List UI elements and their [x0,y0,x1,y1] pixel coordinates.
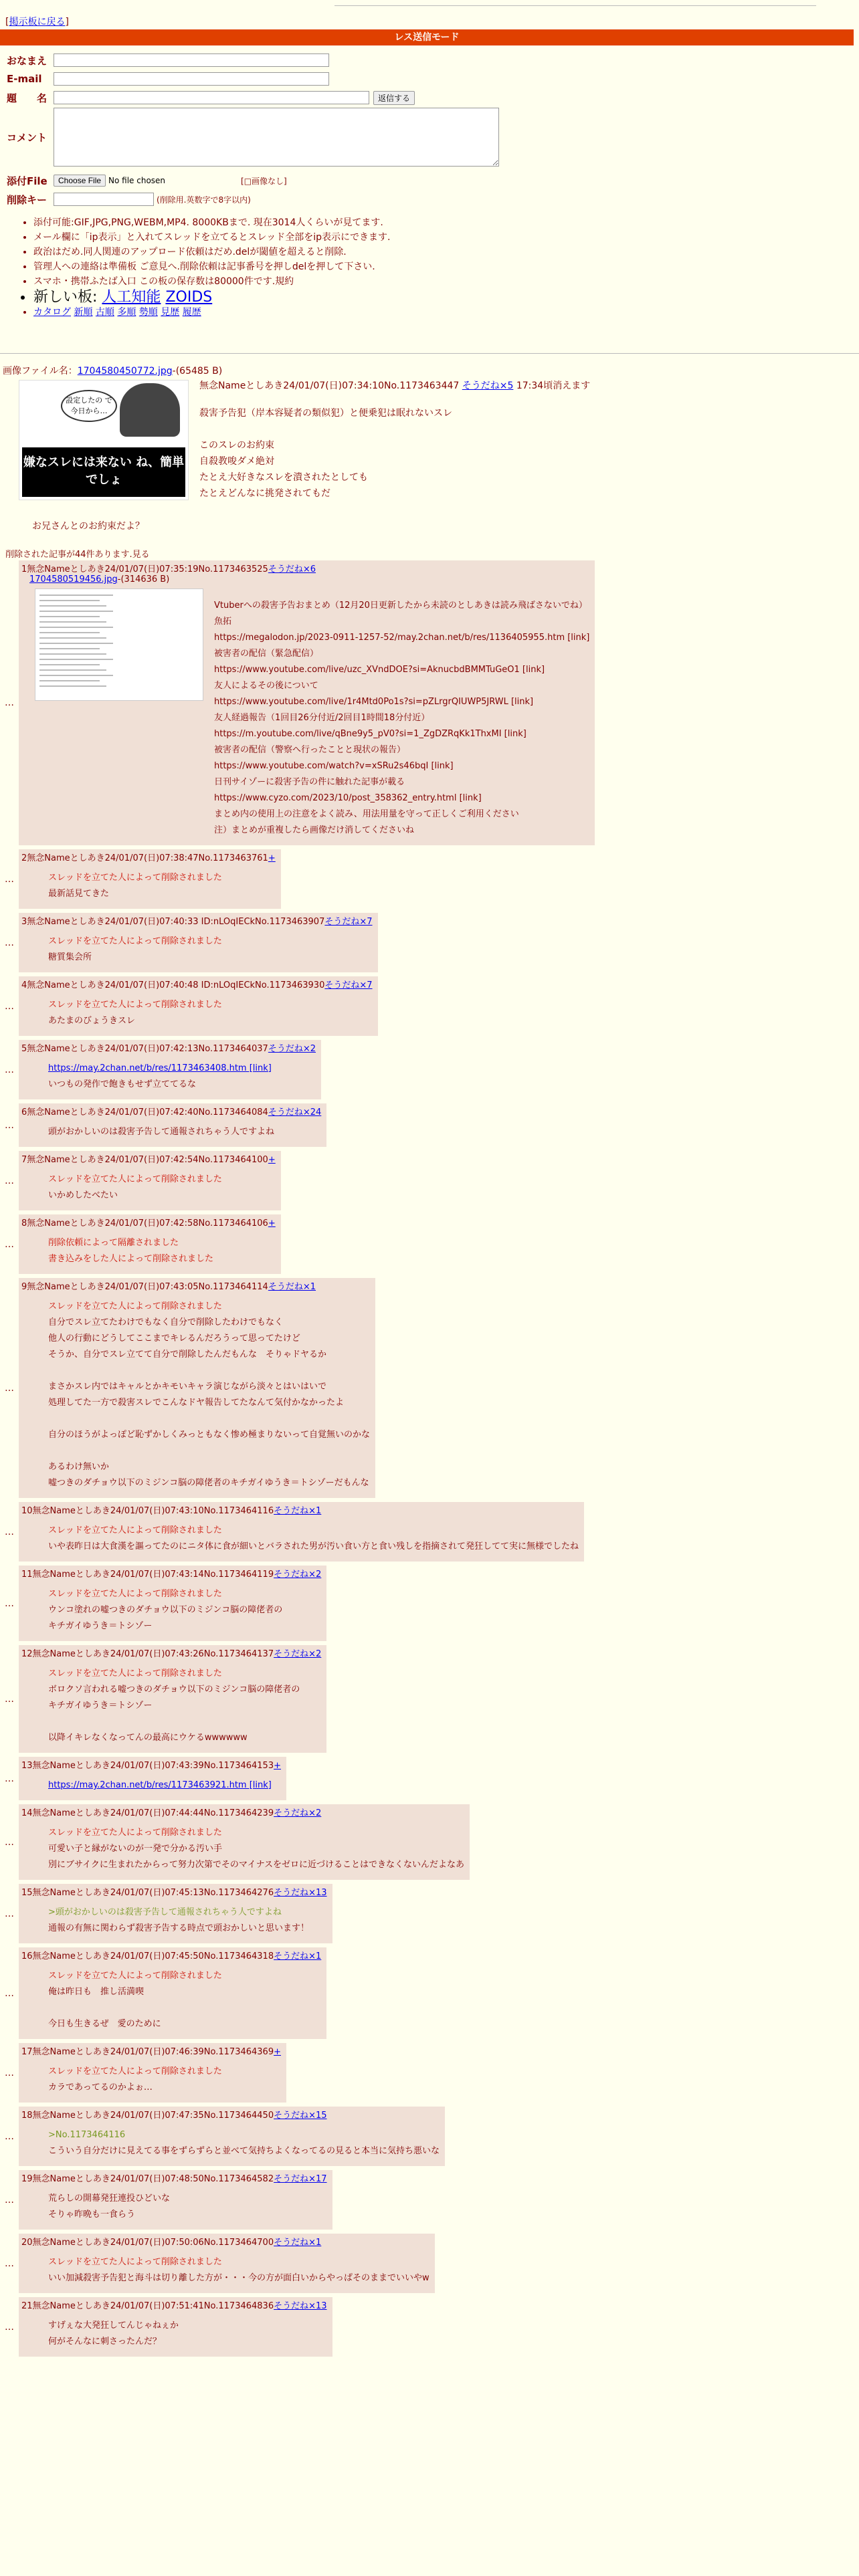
sodane-link[interactable]: そうだね×1 [274,1951,322,1961]
delete-key-input[interactable] [54,193,154,206]
history-link[interactable]: 履歴 [182,307,201,318]
reply-row [0,913,859,972]
reply-header-text: 3無念Nameとしあき24/01/07(日)07:40:33 ID:nLOqIECkNo.1173463907 [21,917,325,927]
reply-body [48,1124,321,1140]
reply-body [48,2127,440,2159]
sodane-link[interactable]: そうだね×6 [268,564,316,574]
sort-new-link[interactable]: 新順 [74,307,93,318]
reply-cell [19,2234,435,2293]
choose-file-button[interactable]: Choose File [54,175,106,187]
catalog-links [33,305,390,320]
reply-line: ボロクソ言われる嘘つきのダチョウ以下のミジンコ脳の障佬者の [48,1685,300,1695]
reply-header [21,1949,321,1961]
reply-header [21,978,373,990]
name-input[interactable] [54,53,329,67]
reply-line: https://www.youtube.com/watch?v=xSRu2s46bqI [link] [214,761,454,771]
op-header-text: 無念Nameとしあき24/01/07(日)07:34:10No.1173463447 [199,381,460,391]
deleted-notice: スレッドを立てた人によって削除されました [48,936,222,946]
reply-line: 友人経過報告（1回目26分付近/2回目1時間18分付近） [214,713,430,723]
reply-line: https://m.youtube.com/live/qBne9y5_pV0?si=1_ZgDZRqKk1ThxMI [link] [214,729,527,739]
op-header [199,379,590,392]
new-board-link-ai[interactable]: 人工知能 [102,289,161,306]
reply-line: https://megalodon.jp/2023-0911-1257-52/may.2chan.net/b/res/1136405955.htm [link] [214,633,590,643]
sodane-link[interactable]: そうだね×2 [274,1808,322,1818]
reply-body [48,1825,464,1873]
reply-row [0,1645,859,1753]
reply-line: https://www.youtube.com/live/uzc_XVndDOE?si=AknucbdBMMTuGeO1 [link] [214,665,545,675]
thumbnail-text-line [39,611,113,612]
reply-cell [19,1278,375,1498]
op-file-prefix: 画像ファイル名： [3,366,78,377]
reply-line: 別にブサイクに生まれたからって努力次第でそのマイナスをゼロに近づけることはできなくないんだよなあ [48,1860,465,1870]
reply-dots[interactable]: … [5,1773,14,1784]
reply-line: 自分でスレ立てたわけでもなく自分で削除したわけでもなく [48,1317,284,1327]
thumbnail-text-line [39,669,106,671]
reply-header-text: 14無念Nameとしあき24/01/07(日)07:44:44No.1173464239 [21,1808,274,1818]
reply-file-info [29,574,589,584]
op-file-size: -(65485 B) [172,366,223,377]
reply-thumbnail[interactable] [35,588,203,701]
sodane-link[interactable]: そうだね×7 [324,980,373,990]
op-file-info [3,364,222,377]
sodane-link[interactable]: そうだね×2 [268,1044,316,1054]
reply-line: 魚拓 [214,617,232,627]
thumbnail-person [120,383,180,437]
reply-dots[interactable]: … [5,1836,14,1848]
reply-line: いや表昨日は大食漢を謳ってたのにニタ体に食が細いとバラされた男が汚い食い方と食い残しを指摘されて発狂してて実に無様でしたね [48,1541,579,1551]
note-item: • 添付可能:GIF,JPG,PNG,WEBM,MP4. 8000KBまで. 現在3014人くらいが見てます. [33,215,390,230]
reply-dots[interactable]: … [5,873,14,885]
comment-label: コメント [7,131,47,144]
reply-line: キチガイゆうき＝トシゾー [48,1621,153,1631]
sodane-link[interactable]: そうだね×2 [274,1570,322,1580]
op-thumbnail[interactable] [19,380,189,500]
reply-row [0,2170,859,2230]
reply-row [0,2297,859,2357]
reply-body [48,1586,321,1634]
thumbnail-speech-bubble: 設定したの で 今日から… [61,390,117,422]
reply-header-text: 21無念Nameとしあき24/01/07(日)07:51:41No.1173464836 [21,2301,274,2311]
reply-header [21,1041,316,1054]
sodane-link[interactable]: + [274,2047,282,2057]
reply-row [0,1278,859,1498]
reply-body [48,2064,281,2096]
reply-line [48,2000,321,2016]
reply-body [48,997,373,1029]
reply-line: キチガイゆうき＝トシゾー [48,1701,153,1711]
no-image-checkbox[interactable]: [□画像なし] [241,176,287,186]
reply-form [7,51,499,209]
reply-cell [19,1502,584,1562]
note-item: • メール欄に「ip表示」と入れてスレッドを立てるとスレッド全部をip表示にできます. [33,230,390,245]
reply-cell [19,849,281,909]
reply-header [21,1567,321,1580]
thumbnail-text-line [39,605,106,607]
reply-link[interactable]: https://may.2chan.net/b/res/1173463408.htm [link] [48,1063,272,1073]
reply-header [21,1646,321,1659]
reply-row [0,1804,859,1880]
reply-line: 可愛い子と縁がないのが一発で分かる汚い手 [48,1844,223,1854]
reply-row [0,976,859,1036]
new-board-prefix: 新しい板: [33,289,98,306]
reply-line: 処理してた一方で殺害スレでこんなドヤ報告してたなんて気付かなかったよ [48,1398,345,1408]
thumbnail-caption: 嫌なスレには来ない ね、簡単でしょ [22,447,185,497]
thumbnail-text-line [39,627,113,628]
reply-header-text: 12無念Nameとしあき24/01/07(日)07:43:26No.1173464137 [21,1649,274,1659]
sodane-link[interactable]: そうだね×13 [274,2301,327,2311]
reply-body [48,1778,281,1794]
reply-body [48,2254,430,2286]
thumbnail-text-line [39,632,100,633]
note-item: • 管理人への連絡は準備板 ご意見へ.削除依頼は記事番号を押しdelを押して下さい. [33,259,390,274]
reply-dots[interactable]: … [5,1239,14,1250]
sodane-link[interactable]: そうだね×1 [274,1506,322,1516]
reply-line: ウンコ塗れの嘘つきのダチョウ以下のミジンコ脳の障佬者の [48,1605,283,1615]
note-item: • 政治はだめ.同人関連のアップロード依頼はだめ.delが閾値を超えると削除. [33,245,390,259]
reply-header [21,914,373,927]
reply-cell [19,1103,326,1147]
thumbnail-text-line [39,680,100,681]
thumbnail-text-line [39,616,100,617]
reply-line: https://www.cyzo.com/2023/10/post_358362_entry.html [link] [214,793,482,803]
reply-line: 注）まとめが重複したら画像だけ消してくださいね [214,825,415,835]
reply-dots[interactable]: … [5,2321,14,2333]
board-notes [20,215,390,320]
reply-dots[interactable]: … [5,1000,14,1012]
reply-line: 日刊サイゾーに殺害予告の件に触れた記事が載る [214,777,405,787]
deleted-notice: スレッドを立てた人によって削除されました [48,1301,222,1311]
reply-cell [19,1214,281,1274]
reply-header-text: 2無念Nameとしあき24/01/07(日)07:38:47No.1173463761 [21,853,268,863]
quote-line: >No.1173464116 [48,2130,126,2140]
reply-header [21,2298,327,2311]
reply-line: https://www.youtube.com/live/1r4Mtd0Po1s?si=pZLrgrQIUWP5JRWL [link] [214,697,534,707]
reply-header [21,851,276,863]
sodane-link[interactable]: + [268,1218,276,1228]
reply-file-link[interactable]: 1704580519456.jpg [29,574,118,584]
delete-key-label: 削除キー [7,193,47,206]
reply-line: そうか、自分でスレ立てて自分で削除したんだもんな そりゃドヤるか [48,1350,327,1360]
op-footer: お兄さんとのお約束だよ？ [32,521,145,532]
new-board-line [33,290,390,305]
back-to-board-link[interactable]: 掲示板に戻る [9,17,66,27]
deleted-notice: スレッドを立てた人によって削除されました [48,1525,222,1535]
reply-cell [19,976,378,1036]
reply-header-text: 13無念Nameとしあき24/01/07(日)07:43:39No.1173464153 [21,1761,274,1771]
reply-cell [19,1151,281,1210]
reply-cell [19,1566,326,1641]
op-file-link[interactable]: 1704580450772.jpg [77,366,173,377]
reply-row [0,1566,859,1641]
reply-line: 今日も生きるぜ 愛のために [48,2019,161,2029]
reply-cell [19,2043,286,2103]
op-sodane-link[interactable]: そうだね×5 [462,381,514,391]
reply-body [48,1666,321,1746]
reply-row [0,1151,859,1210]
reply-body [48,1299,370,1491]
reply-body [48,2191,327,2223]
sodane-link[interactable]: そうだね×2 [274,1649,322,1659]
reply-line: あたまのびょうきスレ [48,1016,136,1026]
reply-row [0,849,859,909]
file-label: 添付File [7,175,47,187]
reply-header-text: 6無念Nameとしあき24/01/07(日)07:42:40No.1173464084 [21,1107,268,1117]
reply-cell [19,2297,332,2357]
reply-row [0,1502,859,1562]
top-divider [335,5,816,6]
reply-line: 頭がおかしいのは殺害予告して通報されちゃう人ですよね [48,1127,275,1137]
thumbnail-text-line [39,595,113,596]
reply-row [0,1103,859,1147]
deleted-note[interactable]: 削除された記事が44件あります.見る [5,550,150,560]
reply-header-text: 7無念Nameとしあき24/01/07(日)07:42:54No.1173464100 [21,1155,268,1165]
deleted-notice: スレッドを立てた人によって削除されました [48,1971,222,1981]
reply-line: まさかスレ内ではキャルとかキモいキャラ演じながら淡々とはいはいで [48,1382,327,1392]
reply-header-text: 5無念Nameとしあき24/01/07(日)07:42:13No.1173464037 [21,1044,268,1054]
reply-line: 何がそんなに刺さったんだ？ [48,2337,162,2347]
thumbnail-text-line [39,653,106,655]
reply-link[interactable]: https://may.2chan.net/b/res/1173463921.htm [link] [48,1780,272,1790]
op-expire: 17:34頃消えます [516,381,591,391]
top-nav: [掲示板に戻る] [5,17,69,27]
reply-cell [19,1947,326,2039]
email-label: E-mail [7,73,42,85]
reply-dots[interactable]: … [5,1598,14,1609]
reply-cell [19,1645,326,1753]
reply-line: 以降イキレなくなってんの最高にウケるwwwwww [48,1733,248,1743]
reply-header [21,2171,327,2184]
reply-line: 最新話見てきた [48,889,110,899]
sodane-link[interactable]: そうだね×13 [274,1888,327,1898]
reply-row [0,1757,859,1800]
reply-line: そりゃ昨晩も一食らう [48,2210,136,2220]
delete-key-note: (削除用.英数字で8字以内) [157,195,251,205]
reply-dots[interactable]: … [5,1064,14,1075]
reply-row [0,1040,859,1099]
thumbnail-text-line [39,643,113,644]
sodane-link[interactable]: + [274,1761,282,1771]
reply-line: 被害者の配信（緊急配信） [214,649,319,659]
deleted-notice: 書き込みをした人によって削除されました [48,1254,214,1264]
thumbnail-text-line [39,675,113,676]
subject-label: 題 名 [7,92,47,104]
sort-momentum-link[interactable]: 勢順 [138,307,158,318]
reply-line [48,1443,370,1459]
reply-header [21,1216,276,1228]
reply-dots[interactable]: … [5,1988,14,1999]
sodane-link[interactable]: そうだね×1 [268,1282,316,1292]
reply-line: 他人の行動にどうしてここまでキレるんだろうって思ってたけど [48,1333,300,1344]
reply-cell [19,913,378,972]
reply-header-text: 4無念Nameとしあき24/01/07(日)07:40:48 ID:nLOqIECkNo.1173463930 [21,980,325,990]
reply-line: 嘘つきのダチョウ以下のミジンコ脳の障佬者のキチガイゆうき＝トシゾーだもんな [48,1478,369,1488]
reply-header-text: 19無念Nameとしあき24/01/07(日)07:48:50No.1173464582 [21,2174,274,2184]
deleted-notice: スレッドを立てた人によって削除されました [48,1828,222,1838]
reply-body [48,1235,276,1267]
reply-body [214,598,589,839]
reply-line: 通報の有無に関わらず殺害予告する時点で頭おかしいと思います！ [48,1923,310,1933]
reply-row [0,2043,859,2103]
reply-body [48,934,373,966]
comment-textarea[interactable] [54,108,499,167]
reply-cell [19,1040,321,1099]
reply-header [21,1279,370,1292]
sodane-link[interactable]: そうだね×7 [324,917,373,927]
reply-header-text: 17無念Nameとしあき24/01/07(日)07:46:39No.1173464369 [21,2047,274,2057]
reply-line: いかめしたべたい [48,1190,118,1200]
viewed-history-link[interactable]: 見歴 [161,307,180,318]
reply-body [48,1905,327,1937]
reply-dots[interactable]: … [5,1526,14,1537]
reply-dots[interactable]: … [5,2067,14,2078]
sodane-link[interactable]: そうだね×15 [274,2111,327,2121]
thumbnail-text-line [39,685,106,687]
quote-line: >頭がおかしいのは殺害予告して通報されちゃう人ですよね [48,1907,282,1917]
reply-header-text: 18無念Nameとしあき24/01/07(日)07:47:35No.1173464450 [21,2111,274,2121]
reply-body [48,1523,579,1555]
reply-dots[interactable]: … [5,697,14,708]
reply-cell [19,1804,470,1880]
reply-dots[interactable]: … [5,1693,14,1705]
email-input[interactable] [54,72,329,86]
reply-line [48,1714,321,1730]
reply-dots[interactable]: … [5,2258,14,2269]
reply-header [21,1152,276,1165]
reply-header [21,2235,430,2248]
reply-header-text: 9無念Nameとしあき24/01/07(日)07:43:05No.1173464114 [21,1282,268,1292]
deleted-notice: スレッドを立てた人によって削除されました [48,1669,222,1679]
deleted-notice: 削除依頼によって隔離されました [48,1238,179,1248]
reply-with-image [21,586,589,839]
reply-header [21,1885,327,1898]
reply-dots[interactable]: … [5,937,14,948]
reply-dots[interactable]: … [5,2131,14,2142]
reply-cell [19,2107,445,2166]
reply-line [48,1411,370,1427]
reply-header-text: 10無念Nameとしあき24/01/07(日)07:43:10No.1173464116 [21,1506,274,1516]
reply-line: いつもの発作で飽きもせず立ててるな [48,1079,197,1089]
reply-header [21,1503,579,1516]
note-item: • スマホ・携帯ふたば入口 この板の保存数は80000件です.規約 [33,274,390,289]
reply-header-text: 16無念Nameとしあき24/01/07(日)07:45:50No.1173464318 [21,1951,274,1961]
thumbnail-text-line [39,621,106,623]
sodane-link[interactable]: そうだね×24 [268,1107,322,1117]
reply-row [0,2234,859,2293]
reply-header-text: 20無念Nameとしあき24/01/07(日)07:50:06No.1173464700 [21,2238,274,2248]
deleted-notice: スレッドを立てた人によって削除されました [48,1589,222,1599]
op-body: 殺害予告犯（岸本容疑者の類似犯）と便乗犯は眠れないスレ このスレのお約束 自殺教唆ダメ絶対 たとえ大好きなスレを潰されたとしても たとえどんなに挑発されてもだ [199,408,452,499]
reply-dots[interactable]: … [5,1382,14,1394]
reply-header-text: 1無念Nameとしあき24/01/07(日)07:35:19No.1173463525 [21,564,268,574]
reply-row [0,2107,859,2166]
thumbnail-text-line [39,659,113,660]
sort-many-link[interactable]: 多順 [117,307,136,318]
sodane-link[interactable]: そうだね×1 [274,2238,322,2248]
reply-header [21,1105,321,1117]
deleted-notice: スレッドを立てた人によって削除されました [48,2066,222,2076]
reply-line: 友人によるその後について [214,681,318,691]
catalog-link[interactable]: カタログ [33,307,71,318]
reply-cell [19,560,595,845]
reply-header [21,562,589,574]
reply-line: 自分のほうがよっぽど恥ずかしくみっともなく惨め極まりないって自覚無いのかな [48,1430,371,1440]
reply-header-text: 11無念Nameとしあき24/01/07(日)07:43:14No.1173464119 [21,1570,274,1580]
reply-line: 糖質集会所 [48,952,92,962]
reply-line: こういう自分だけに見えてる事をずらずらと並べて気持ちよくなってるの見ると本当に気持ち悪いな [48,2146,440,2156]
reply-header [21,2044,281,2057]
reply-header [21,2108,440,2121]
reply-dots[interactable]: … [5,1908,14,1919]
reply-body [48,1968,321,2032]
reply-header-text: 8無念Nameとしあき24/01/07(日)07:42:58No.1173464106 [21,1218,268,1228]
reply-row [0,1947,859,2039]
reply-row [0,1884,859,1943]
reply-file-size: -(314636 B) [117,574,170,584]
thread-divider [0,353,859,354]
reply-cell [19,2170,332,2230]
reply-dots[interactable]: … [5,2194,14,2206]
reply-cell [19,1884,332,1943]
reply-row [0,560,859,845]
reply-row [0,1214,859,1274]
reply-line: 荒らしの開幕発狂連投ひどいな [48,2193,171,2204]
sodane-link[interactable]: + [268,1155,276,1165]
sort-old-link[interactable]: 古順 [95,307,114,318]
reply-cell [19,1757,286,1800]
sodane-link[interactable]: + [268,853,276,863]
reply-header [21,1758,281,1771]
thumbnail-text-line [39,664,100,665]
sodane-link[interactable]: そうだね×17 [274,2174,327,2184]
reply-body [48,870,276,902]
reply-line: いい加減殺害予告犯と海斗は切り離した方が・・・今の方が面白いからやっぱそのままでいいやw [48,2273,430,2283]
submit-button[interactable]: 返信する [373,91,415,105]
reply-line: 俺は昨日も 推し活満喫 [48,1987,145,1997]
thumbnail-text-line [39,637,106,639]
reply-line: カラであってるのかよぉ… [48,2082,153,2092]
reply-line: すげぇな大発狂してんじゃねぇか [48,2321,179,2331]
no-file-text: No file chosen [108,176,166,185]
reply-line: あるわけ無いか [48,1462,110,1472]
reply-body [48,1172,276,1204]
reply-dots[interactable]: … [5,1175,14,1186]
reply-list [0,560,859,2361]
reply-line: Vtuberへの殺害予告おまとめ（12月20日更新したから未読のとしあきは読み飛ばさないでね） [214,601,587,611]
reply-dots[interactable]: … [5,1119,14,1131]
deleted-notice: スレッドを立てた人によって削除されました [48,1000,222,1010]
reply-header-text: 15無念Nameとしあき24/01/07(日)07:45:13No.1173464276 [21,1888,274,1898]
mode-bar: レス送信モード [0,29,854,45]
thumbnail-text-line [39,648,100,649]
reply-line: まとめ内の使用上の注意をよく読み、用法用量を守って正しくご利用ください [214,809,519,819]
reply-line: 被害者の配信（警察へ行ったことと現状の報告） [214,745,406,755]
reply-body [48,2318,327,2350]
new-board-link-zoids[interactable]: ZOIDS [165,289,213,306]
name-label: おなまえ [7,54,47,67]
reply-header [21,1806,464,1818]
reply-body [48,1061,316,1093]
deleted-notice: スレッドを立てた人によって削除されました [48,1174,222,1184]
deleted-notice: スレッドを立てた人によって削除されました [48,873,222,883]
thumbnail-text-line [39,600,100,601]
deleted-notice: スレッドを立てた人によって削除されました [48,2257,222,2267]
subject-input[interactable] [54,91,369,104]
reply-line [48,1363,370,1379]
